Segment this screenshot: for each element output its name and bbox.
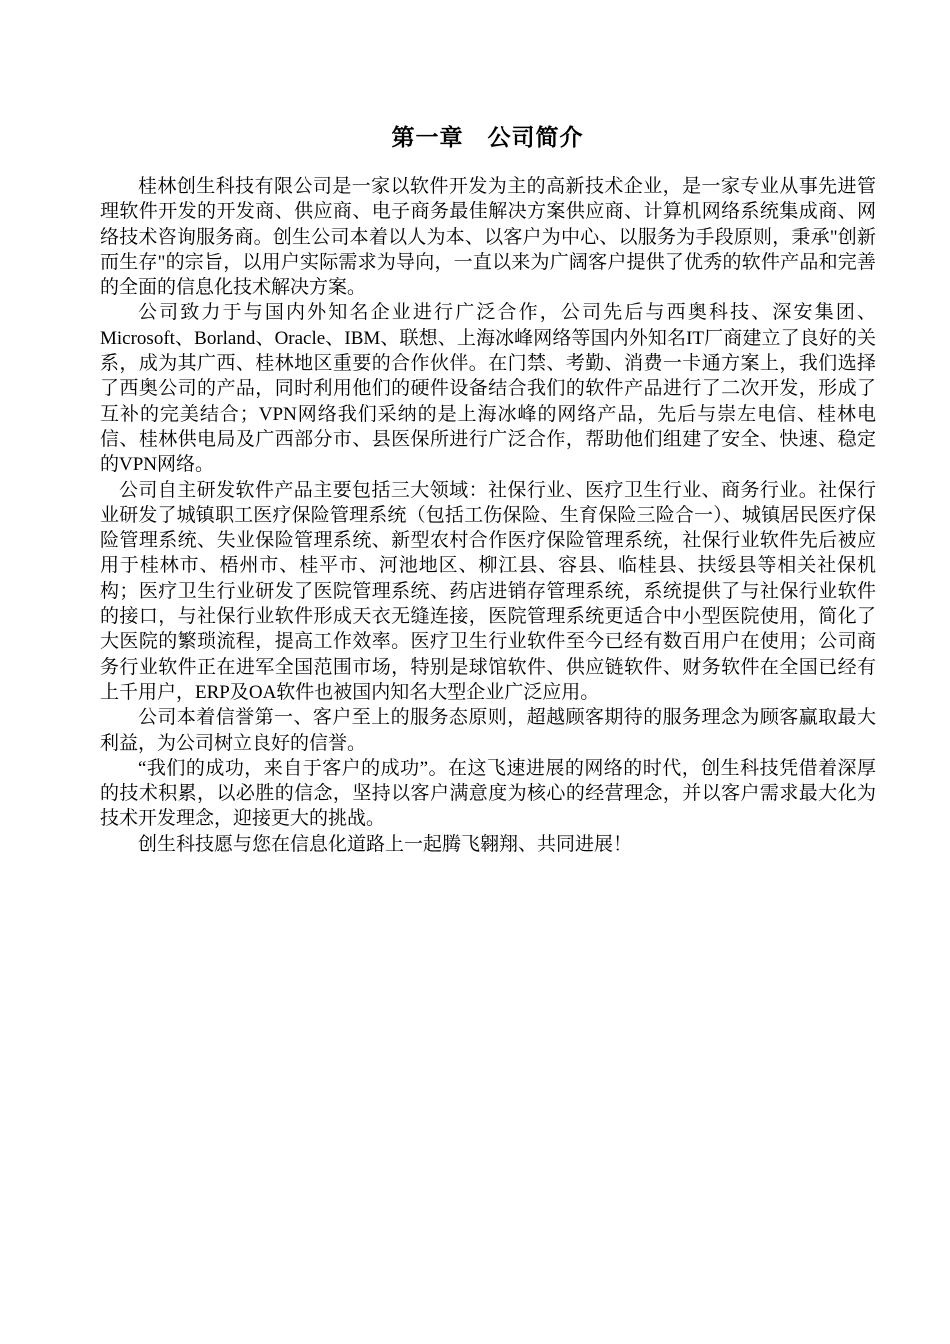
paragraph-intro: 桂林创生科技有限公司是一家以软件开发为主的高新技术企业，是一家专业从事先进管理软件开发的开发商、供应商、电子商务最佳解决方案供应商、计算机网络系统集成商、网络技术咨询服务商。创生公司本着以人为本、以客户为中心、以服务为手段原则，秉承"创新而生存"的宗旨，以用户实际需求为导向，一直以来为广阔客户提供了优秀的软件产品和完善的全面的信息化技术解决方案。 <box>100 176 876 299</box>
paragraph-partners: 公司致力于与国内外知名企业进行广泛合作，公司先后与西奥科技、深安集团、Microsoft、Borland、Oracle、IBM、联想、上海冰峰网络等国内外知名IT厂商建立了良好的关系，成为其广西、桂林地区重要的合作伙伴。在门禁、考勤、消费一卡通方案上，我们选择了西奥公司的产品，同时利用他们的硬件设备结合我们的软件产品进行了二次开发，形成了互补的完美结合；VPN网络我们采纳的是上海冰峰的网络产品，先后与崇左电信、桂林电信、桂林供电局及广西部分市、县医保所进行广泛合作，帮助他们组建了安全、快速、稳定的VPN网络。 <box>100 302 876 476</box>
paragraph-closing: 创生科技愿与您在信息化道路上一起腾飞翱翔、共同进展！ <box>138 833 633 855</box>
body-text <box>100 174 876 857</box>
paragraph-service: 公司本着信誉第一、客户至上的服务态原则，超越顾客期待的服务理念为顾客赢取最大利益，为公司树立良好的信誉。 <box>100 707 876 754</box>
chapter-title: 第一章 公司简介 <box>391 125 584 151</box>
paragraph-mission: “我们的成功，来自于客户的成功”。在这飞速进展的网络的时代，创生科技凭借着深厚的技术积累，以必胜的信念，坚持以客户满意度为核心的经营理念，并以客户需求最大化为技术开发理念，迎接更大的挑战。 <box>100 757 876 830</box>
paragraph-products: 公司自主研发软件产品主要包括三大领域：社保行业、医疗卫生行业、商务行业。社保行业研发了城镇职工医疗保险管理系统（包括工伤保险、生育保险三险合一）、城镇居民医疗保险管理系统、失业保险管理系统、新型农村合作医疗保险管理系统，社保行业软件先后被应用于桂林市、梧州市、桂平市、河池地区、柳江县、容县、临桂县、扶绥县等相关社保机构；医疗卫生行业研发了医院管理系统、药店进销存管理系统，系统提供了与社保行业软件的接口，与社保行业软件形成天衣无缝连接，医院管理系统更适合中小型医院使用，简化了大医院的繁琐流程，提高工作效率。医疗卫生行业软件至今已经有数百用户在使用；公司商务行业软件正在进军全国范围市场，特别是球馆软件、供应链软件、财务软件在全国已经有上千用户，ERP及OA软件也被国内知名大型企业广泛应用。 <box>100 479 876 703</box>
